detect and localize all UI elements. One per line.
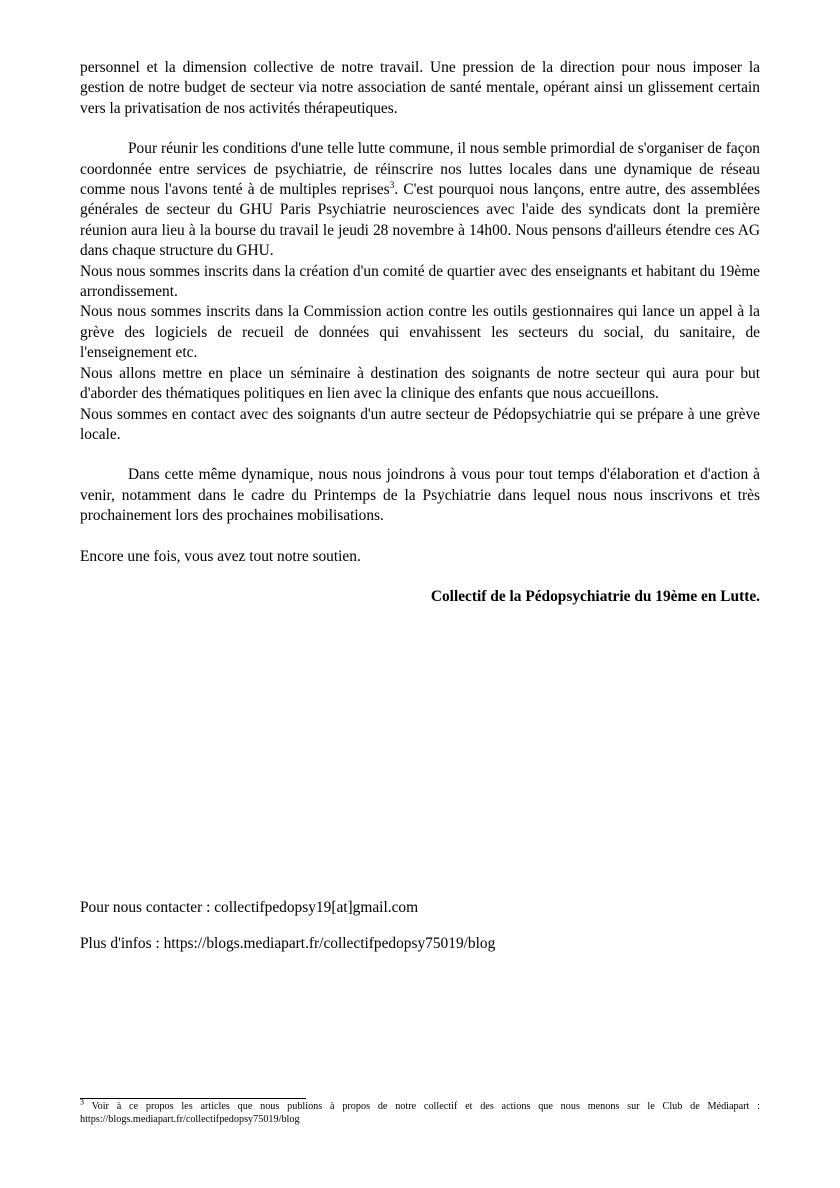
contact-section bbox=[80, 898, 760, 955]
paragraph-gap bbox=[80, 119, 760, 139]
contact-email-line: Pour nous contacter : collectifpedopsy19[at]gmail.com bbox=[80, 899, 419, 916]
signature: Collectif de la Pédopsychiatrie du 19ème en Lutte. bbox=[430, 587, 760, 605]
paragraph-coordination-text-b: . C'est pourquoi nous lançons, entre autre, des assemblées générales de secteur du GHU Paris Psychiatrie neurosciences avec l'aide des syndicats dont la première réunion aura lieu à la bourse du travail le jeudi 28 novembre à 14h00. Nous pensons d'ailleurs étendre ces AG dans chaque structure du GHU. bbox=[80, 181, 761, 260]
paragraph-gap bbox=[80, 527, 760, 547]
paragraph-seminaire: Nous allons mettre en place un séminaire à destination des soignants de notre secteur qui aura pour but d'aborder des thématiques politiques en lien avec la clinique des enfants que nous accueillons. bbox=[80, 364, 760, 403]
paragraph-intro-continuation: personnel et la dimension collective de notre travail. Une pression de la direction pour nous imposer la gestion de notre budget de secteur via notre association de santé mentale, opérant ainsi un glissement certain vers la privatisation de nos activités thérapeutiques. bbox=[80, 59, 760, 117]
paragraph-gap bbox=[80, 567, 760, 587]
contact-infos-line: Plus d'infos : https://blogs.mediapart.fr/collectifpedopsy75019/blog bbox=[80, 935, 496, 953]
document-body bbox=[80, 58, 760, 607]
paragraph-coordination-text-a: Pour réunir les conditions d'une telle lutte commune, il nous semble primordial de s'organiser de façon coordonnée entre services de psychiatrie, de réinscrire nos luttes locales dans une dynamique de réseau comme nous l'avons tenté à de multiples reprises bbox=[80, 140, 760, 199]
paragraph-closing: Encore une fois, vous avez tout notre soutien. bbox=[80, 547, 361, 565]
paragraph-contact-secteur: Nous sommes en contact avec des soignants d'un autre secteur de Pédopsychiatrie qui se prépare à une grève locale. bbox=[80, 405, 760, 443]
paragraph-dynamique: Dans cette même dynamique, nous nous joindrons à vous pour tout temps d'élaboration et d'action à venir, notamment dans le cadre du Printemps de la Psychiatrie dans lequel nous nous inscrivons et très prochainement lors des prochaines mobilisations. bbox=[80, 466, 760, 525]
paragraph-commission-action: Nous nous sommes inscrits dans la Commission action contre les outils gestionnaires qui lance un appel à la grève des logiciels de recueil de données qui envahissent les secteurs du social, du sanitaire, de l'enseignement etc. bbox=[80, 303, 760, 362]
footnote-reference: 3 bbox=[389, 180, 395, 191]
footnote-separator bbox=[80, 1098, 306, 1099]
footnote bbox=[80, 1097, 760, 1126]
paragraph-gap bbox=[80, 918, 760, 934]
paragraph-coordination bbox=[80, 139, 760, 261]
footnote-text: Voir à ce propos les articles que nous publions à propos de notre collectif et des actions que nous menons sur le Club de Médiapart : https://blogs.mediapart.fr/collectifpedopsy75019/blog bbox=[80, 1101, 760, 1125]
footnote-number: 3 bbox=[80, 1097, 84, 1107]
paragraph-comite-quartier: Nous nous sommes inscrits dans la création d'un comité de quartier avec des enseignants et habitant du 19ème arrondissement. bbox=[80, 262, 760, 301]
paragraph-gap bbox=[80, 445, 760, 465]
